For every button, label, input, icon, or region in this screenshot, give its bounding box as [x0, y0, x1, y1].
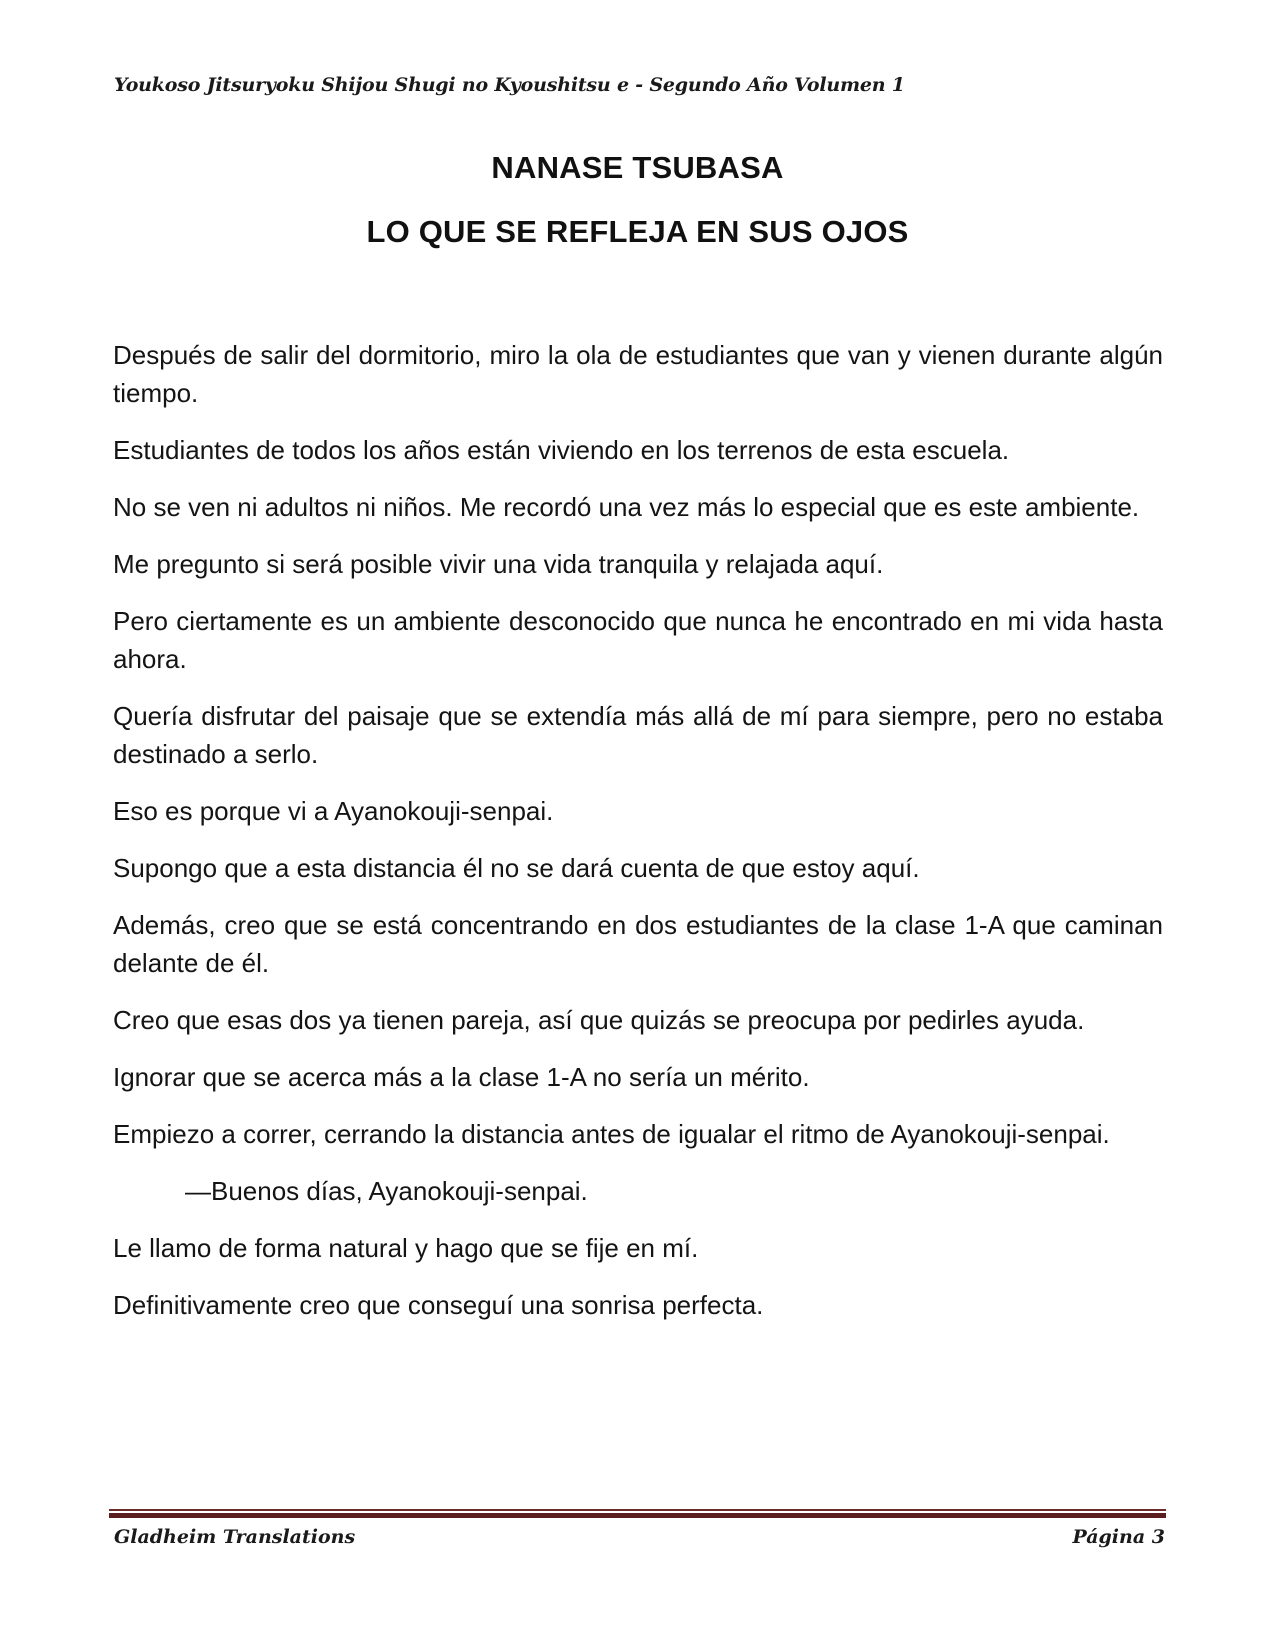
paragraph: Me pregunto si será posible vivir una vida tranquila y relajada aquí.	[113, 549, 884, 579]
footer-credit: Gladheim Translations	[114, 1526, 356, 1548]
paragraph: No se ven ni adultos ni niños. Me recordó una vez más lo especial que es este ambiente.	[113, 492, 1140, 522]
footer-divider-thin	[109, 1509, 1166, 1511]
paragraph: Creo que esas dos ya tienen pareja, así que quizás se preocupa por pedirles ayuda.	[113, 1005, 1085, 1035]
paragraph: Le llamo de forma natural y hago que se fije en mí.	[113, 1233, 699, 1263]
paragraph: Estudiantes de todos los años están viviendo en los terrenos de esta escuela.	[113, 435, 1010, 465]
paragraph: Empiezo a correr, cerrando la distancia antes de igualar el ritmo de Ayanokouji-senpai.	[113, 1119, 1110, 1149]
paragraph: Definitivamente creo que conseguí una sonrisa perfecta.	[113, 1290, 764, 1320]
footer-divider-thick	[109, 1513, 1166, 1518]
running-header: Youkoso Jitsuryoku Shijou Shugi no Kyoushitsu e - Segundo Año Volumen 1	[114, 74, 905, 96]
body-text	[113, 336, 1163, 1343]
dialogue-line: —Buenos días, Ayanokouji-senpai.	[185, 1176, 588, 1206]
page-number: Página 3	[1072, 1526, 1165, 1548]
paragraph: Ignorar que se acerca más a la clase 1-A no sería un mérito.	[113, 1062, 810, 1092]
chapter-title: NANASE TSUBASA	[491, 150, 784, 185]
paragraph: Después de salir del dormitorio, miro la ola de estudiantes que van y vienen durante algún tiempo.	[113, 340, 1163, 408]
paragraph: Supongo que a esta distancia él no se dará cuenta de que estoy aquí.	[113, 853, 920, 883]
paragraph: Además, creo que se está concentrando en dos estudiantes de la clase 1-A que caminan delante de él.	[113, 910, 1163, 978]
paragraph: Eso es porque vi a Ayanokouji-senpai.	[113, 796, 554, 826]
paragraph: Quería disfrutar del paisaje que se extendía más allá de mí para siempre, pero no estaba destinado a serlo.	[113, 701, 1163, 769]
chapter-subtitle: LO QUE SE REFLEJA EN SUS OJOS	[366, 214, 909, 249]
paragraph: Pero ciertamente es un ambiente desconocido que nunca he encontrado en mi vida hasta ahora.	[113, 606, 1163, 674]
